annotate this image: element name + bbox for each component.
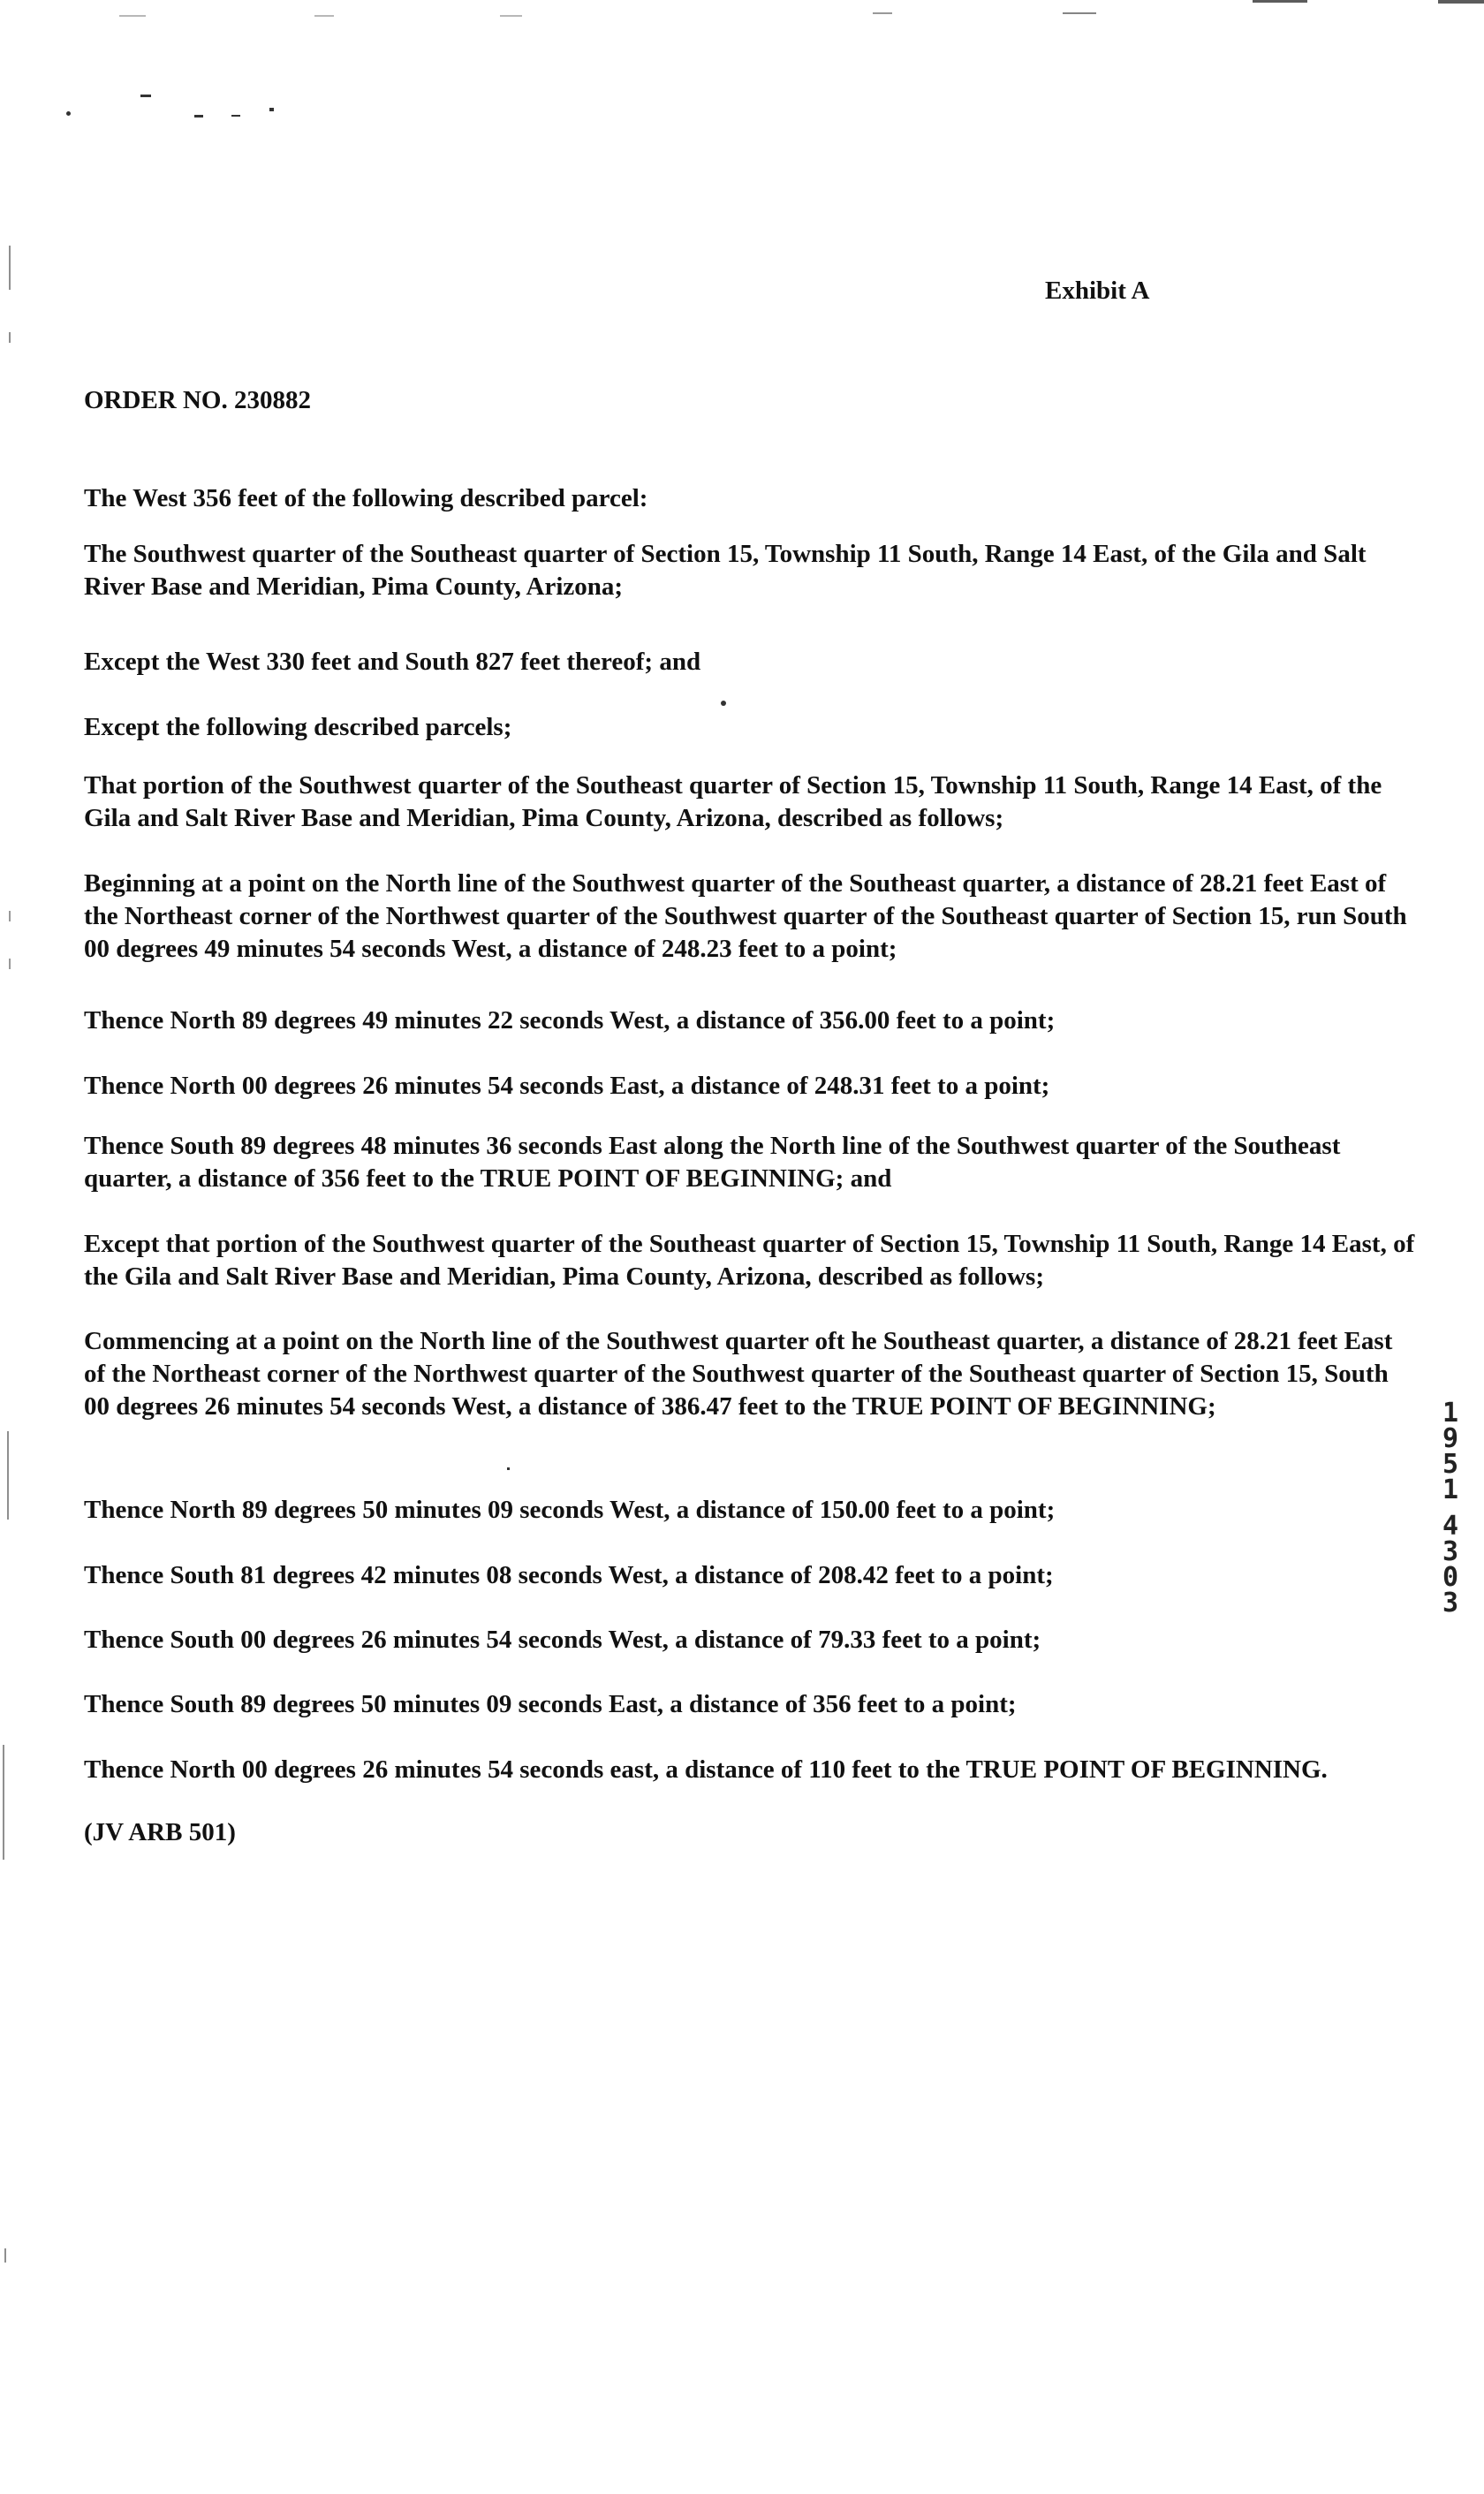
scan-artifact bbox=[1438, 0, 1484, 4]
scan-artifact bbox=[119, 15, 146, 17]
scan-artifact bbox=[9, 246, 11, 290]
scan-artifact bbox=[9, 911, 11, 921]
scan-artifact bbox=[873, 12, 892, 14]
paragraph-exception-1: Except the West 330 feet and South 827 feet thereof; and bbox=[84, 648, 701, 676]
paragraph-course-5: Thence South 81 degrees 42 minutes 08 seconds West, a distance of 208.42 feet to a point; bbox=[84, 1561, 1054, 1589]
paragraph-intro: The West 356 feet of the following described parcel: bbox=[84, 484, 648, 512]
stamp-digit: 3 bbox=[1442, 1588, 1459, 1618]
scan-artifact bbox=[9, 332, 11, 343]
scan-artifact bbox=[1063, 12, 1096, 14]
paragraph-course-1: Thence North 89 degrees 49 minutes 22 seconds West, a distance of 356.00 feet to a point; bbox=[84, 1006, 1056, 1035]
scan-artifact bbox=[3, 1745, 4, 1860]
scan-artifact bbox=[4, 2248, 6, 2263]
paragraph-exception-2: Except the following described parcels; bbox=[84, 713, 512, 741]
scan-artifact bbox=[66, 111, 71, 116]
stamp-digit: 5 bbox=[1442, 1449, 1459, 1480]
stamp-digit: 3 bbox=[1442, 1536, 1459, 1567]
scan-artifact bbox=[7, 1431, 9, 1520]
scan-artifact bbox=[314, 15, 334, 17]
scan-artifact bbox=[500, 15, 522, 17]
paragraph-portion-1: That portion of the Southwest quarter of the Southeast quarter of Section 15, Township 11 South, Range 14 East, of the Gila and Salt River Base and Meridian, Pima County, Arizona, described as follows; bbox=[84, 771, 1382, 832]
scan-artifact bbox=[1253, 0, 1307, 3]
paragraph-course-8: Thence North 00 degrees 26 minutes 54 seconds east, a distance of 110 feet to the TRUE POINT OF BEGINNING. bbox=[84, 1755, 1328, 1784]
paragraph-course-2: Thence North 00 degrees 26 minutes 54 seconds East, a distance of 248.31 feet to a point; bbox=[84, 1072, 1050, 1100]
order-number: ORDER NO. 230882 bbox=[84, 386, 311, 414]
stamp-digit: 9 bbox=[1442, 1423, 1459, 1454]
exhibit-title: Exhibit A bbox=[1045, 277, 1150, 305]
recording-number-stamp bbox=[1433, 1400, 1468, 1616]
paragraph-commencing: Commencing at a point on the North line of the Southwest quarter oft he Southeast quarter, a distance of 28.21 feet East of the Northeast corner of the Northwest quarter of the Southwest quarter of the Southeast quarter of Section 15, South 00 degrees 26 minutes 54 seconds West, a distance of 386.47 feet to the TRUE POINT OF BEGINNING; bbox=[84, 1327, 1393, 1421]
paragraph-course-6: Thence South 00 degrees 26 minutes 54 seconds West, a distance of 79.33 feet to a point; bbox=[84, 1626, 1041, 1654]
scan-artifact bbox=[140, 95, 151, 97]
scan-artifact bbox=[194, 115, 203, 117]
paragraph-parcel: The Southwest quarter of the Southeast quarter of Section 15, Township 11 South, Range 14 East, of the Gila and Salt River Base and Meridian, Pima County, Arizona; bbox=[84, 540, 1367, 601]
paragraph-course-7: Thence South 89 degrees 50 minutes 09 seconds East, a distance of 356 feet to a point; bbox=[84, 1690, 1017, 1718]
stamp-digit: 4 bbox=[1442, 1511, 1459, 1542]
paragraph-beginning: Beginning at a point on the North line of the Southwest quarter of the Southeast quarter, a distance of 28.21 feet East of the Northeast corner of the Northwest quarter of the Southwest quarter of the Southeast quarter of Section 15, run South 00 degrees 49 minutes 54 seconds West, a distance of 248.23 feet to a point; bbox=[84, 869, 1407, 963]
paragraph-portion-2: Except that portion of the Southwest quarter of the Southeast quarter of Section 15, Township 11 South, Range 14 East, of the Gila and Salt River Base and Meridian, Pima County, Arizona, described as follows; bbox=[84, 1230, 1415, 1291]
paragraph-course-3: Thence South 89 degrees 48 minutes 36 seconds East along the North line of the Southwest quarter of the Southeast quarter, a distance of 356 feet to the TRUE POINT OF BEGINNING; and bbox=[84, 1132, 1341, 1193]
scan-artifact bbox=[9, 959, 11, 969]
stamp-digit: 1 bbox=[1442, 1474, 1459, 1505]
scan-artifact bbox=[269, 108, 274, 111]
reference-code: (JV ARB 501) bbox=[84, 1818, 236, 1846]
paragraph-course-4: Thence North 89 degrees 50 minutes 09 seconds West, a distance of 150.00 feet to a point; bbox=[84, 1496, 1056, 1524]
scan-artifact bbox=[231, 115, 240, 117]
scan-artifact bbox=[721, 701, 726, 706]
stamp-digit: 1 bbox=[1442, 1398, 1459, 1429]
stamp-digit: 0 bbox=[1442, 1562, 1459, 1593]
scan-artifact bbox=[507, 1467, 510, 1470]
